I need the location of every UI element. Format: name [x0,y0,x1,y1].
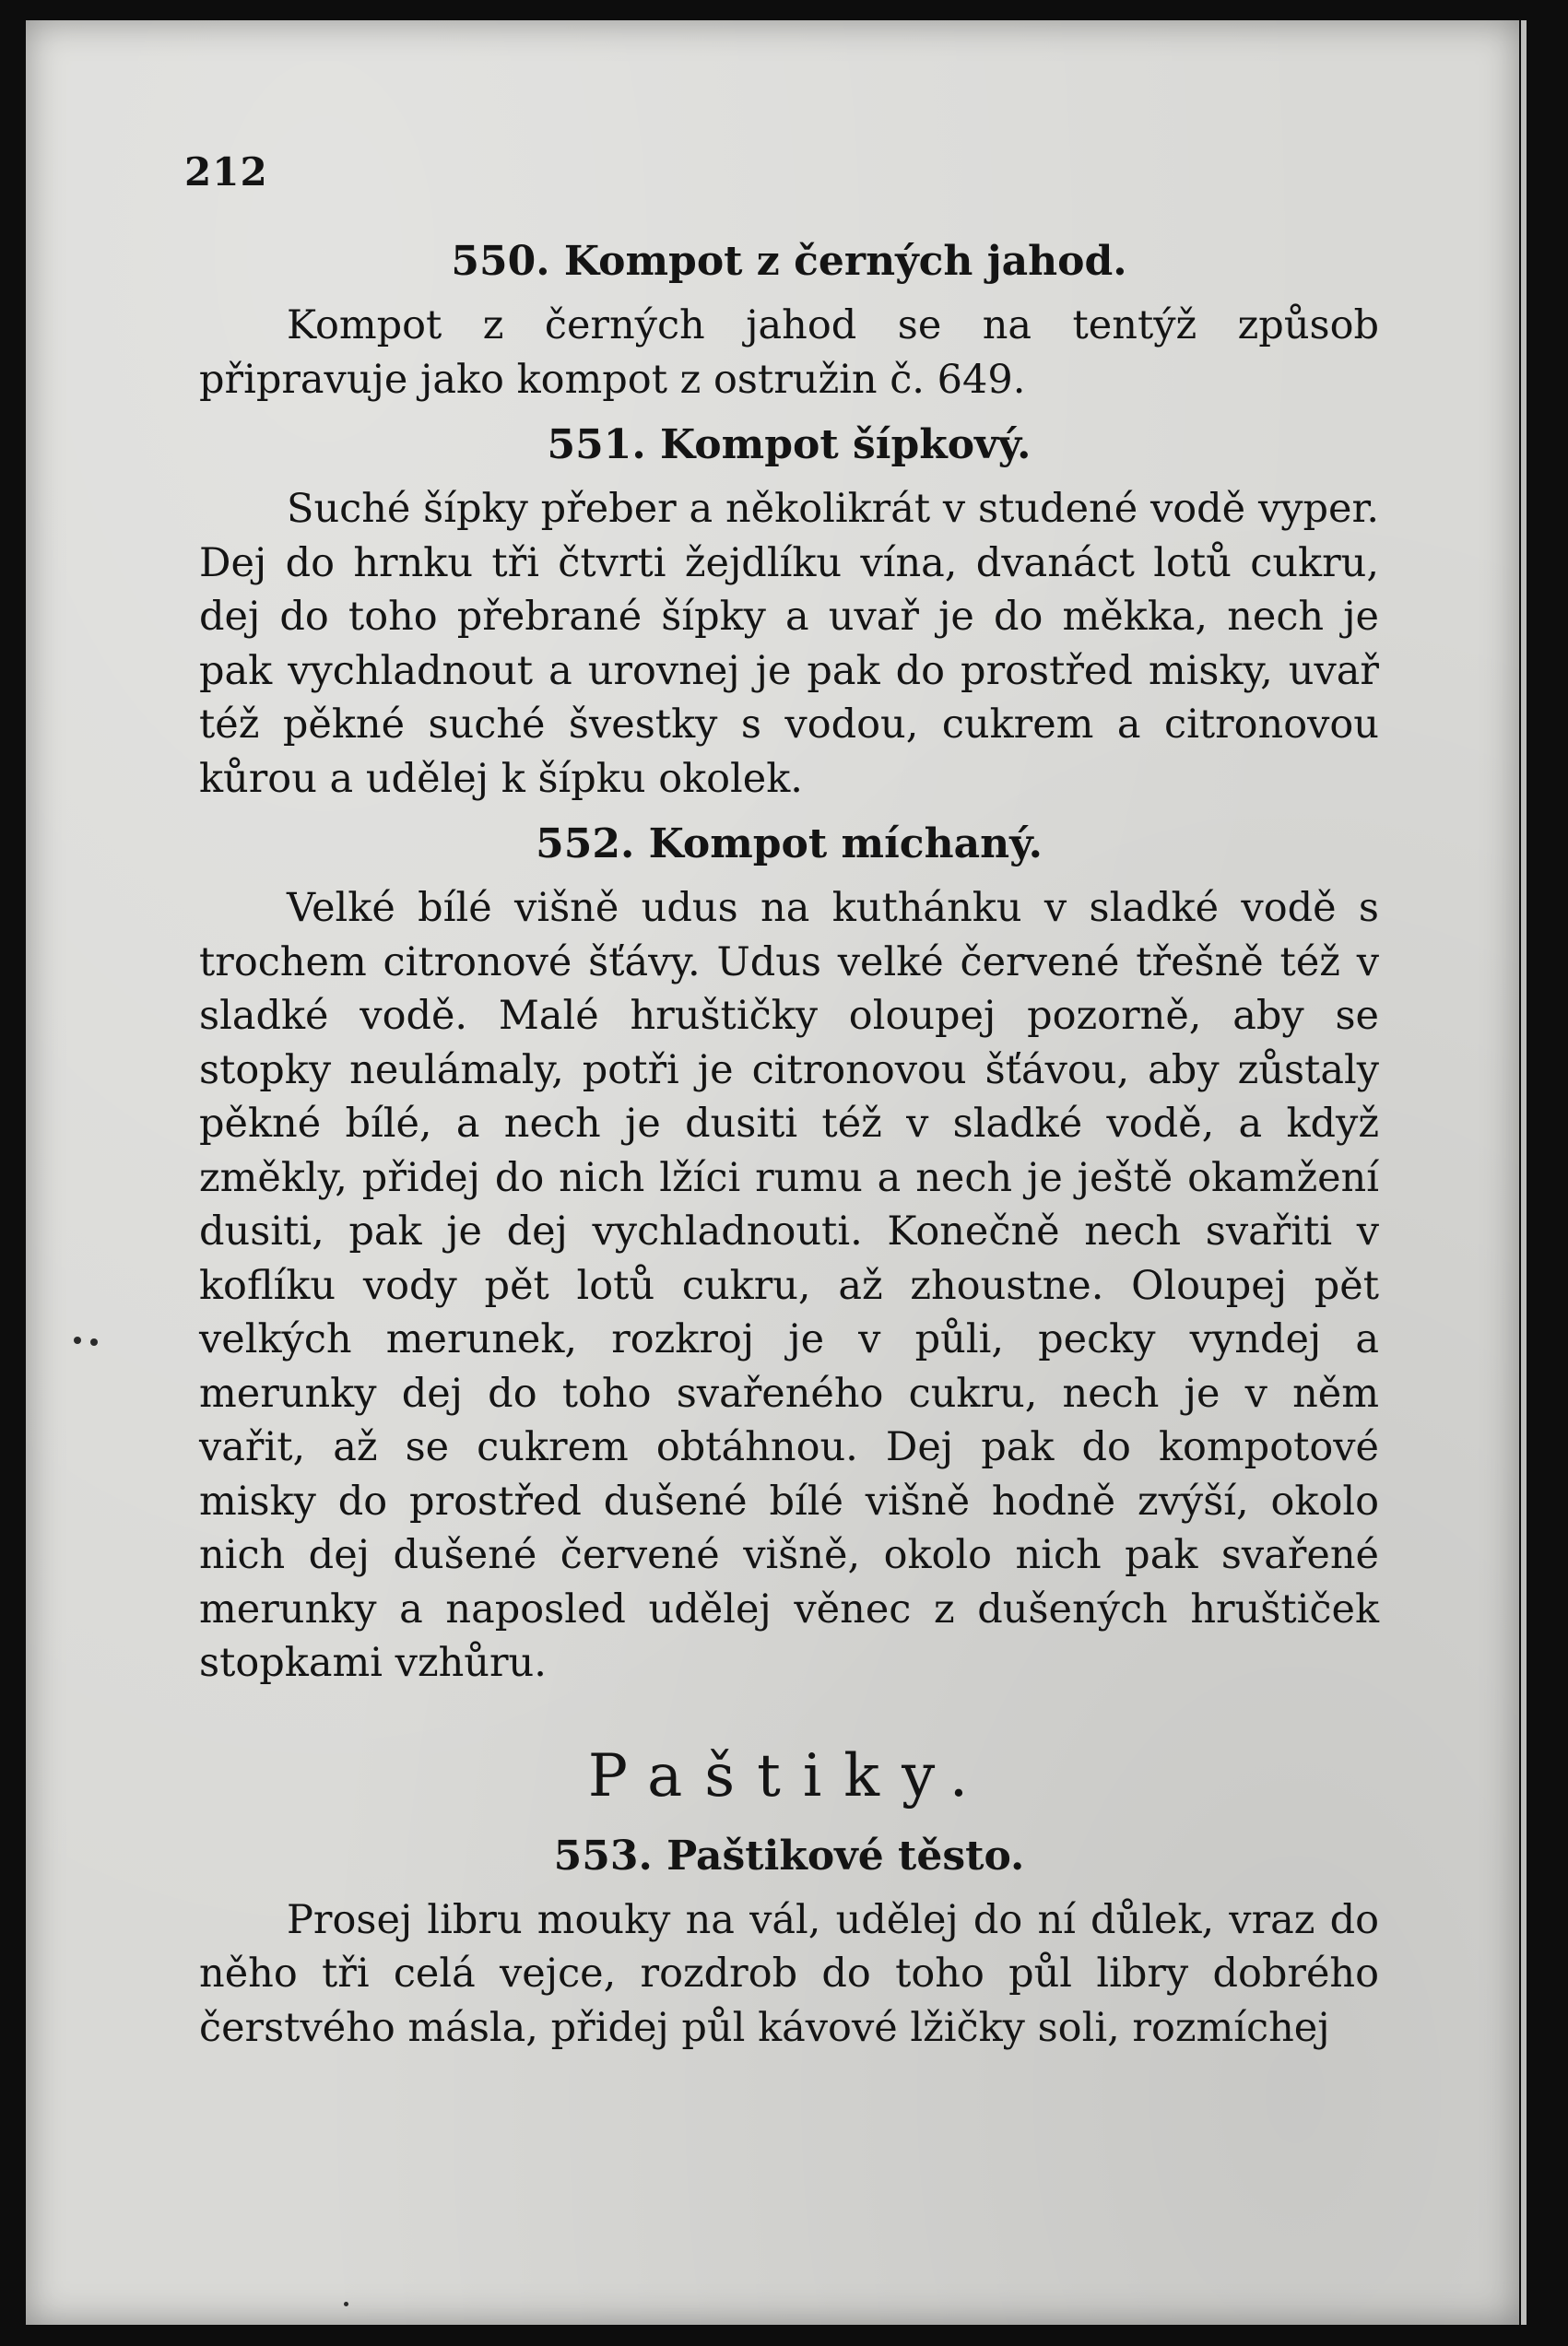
ink-speck [344,2302,348,2306]
recipe-text-550: Kompot z černých jahod se na tentýž způsob připravuje jako kompot z ostružin č. 649. [199,302,1379,403]
recipe-heading-550: 550. Kompot z černých jahod. [451,238,1127,285]
ink-speck [90,1338,98,1346]
recipe-text-551: Suché šípky přeber a několikrát v studené vodě vyper. Dej do hrnku tři čtvrti žejdlíku vína, dvanáct lotů cukru, dej do toho přebrané šípky a uvař je do měkka, nech je pak vychladnout a urovnej je pak do prostřed misky, uvař též pěkné suché švestky s vodou, cukrem a citronovou kůrou a udělej k šípku okolek. [199,486,1379,802]
ink-speck [74,1337,81,1344]
page-content [199,234,1379,2066]
page-edge [1521,20,1527,2325]
recipe-heading-551: 551. Kompot šípkový. [547,421,1032,468]
book-page [26,20,1519,2325]
recipe-text-553: Prosej libru mouky na vál, udělej do ní důlek, vraz do něho tři celá vejce, rozdrob do toho půl libry dobrého čerstvého másla, přidej půl kávové lžičky soli, rozmíchej [199,1896,1379,2051]
recipe-text-552: Velké bílé višně udus na kuthánku v sladké vodě s trochem citronové šťávy. Udus velké červené třešně též v sladké vodě. Malé hruštičky oloupej pozorně, aby se stopky neulámaly, potři je citronovou šťávou, aby zůstaly pěkné bílé, a nech je dusiti též v sladké vodě, a když změkly, přidej do nich lžíci rumu a nech je ještě okamžení dusiti, pak je dej vychladnouti. Konečně nech svařiti v koflíku vody pět lotů cukru, až zhoustne. Oloupej pět velkých merunek, rozkroj je v půli, pecky vyndej a merunky dej do toho svařeného cukru, nech je v něm vařit, až se cukrem obtáhnou. Dej pak do kompotové misky do prostřed dušené bílé višně hodně zvýší, okolo nich dej dušené červené višně, okolo nich pak svařené merunky a naposled udělej věnec z dušených hruštiček stopkami vzhůru. [199,885,1379,1686]
page-number: 212 [184,149,268,195]
recipe-heading-553: 553. Paštikové těsto. [553,1832,1025,1880]
chapter-title: Paštiky. [587,1741,991,1810]
recipe-heading-552: 552. Kompot míchaný. [536,820,1043,867]
